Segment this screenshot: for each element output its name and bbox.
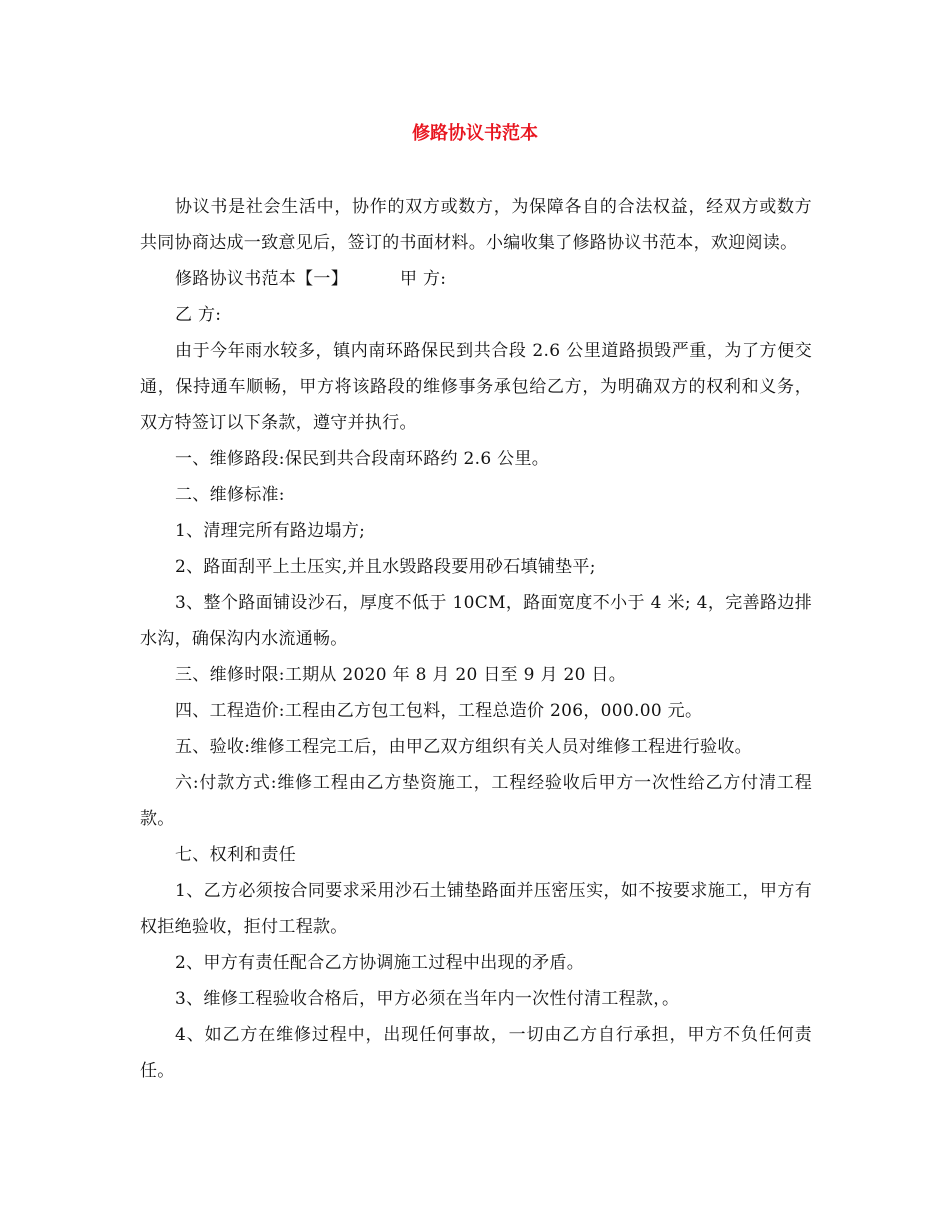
clause-2: 二、维修标准:	[175, 485, 285, 505]
clause-2-item-3: 3、整个路面铺设沙石，厚度不低于 10CM，路面宽度不小于 4 米; 4，完善路边排水沟，确保沟内水流通畅。	[140, 593, 812, 649]
document-title: 修路协议书范本	[412, 123, 538, 144]
clause-4: 四、工程造价:工程由乙方包工包料，工程总造价 206，000.00 元。	[175, 701, 703, 721]
clause-7-item-3: 3、维修工程验收合格后，甲方必须在当年内一次性付清工程款，。	[175, 989, 680, 1009]
clause-5: 五、验收:维修工程完工后，由甲乙双方组织有关人员对维修工程进行验收。	[175, 737, 752, 757]
clause-6: 六:付款方式:维修工程由乙方垫资施工，工程经验收后甲方一次性给乙方付清工程款。	[140, 773, 812, 829]
party-b-label: 乙 方:	[175, 305, 222, 325]
clause-2-item-2: 2、路面刮平上土压实,并且水毁路段要用砂石填铺垫平;	[175, 557, 596, 577]
clause-7-item-2: 2、甲方有责任配合乙方协调施工过程中出现的矛盾。	[175, 953, 585, 973]
clause-3: 三、维修时限:工期从 2020 年 8 月 20 日至 9 月 20 日。	[175, 665, 627, 685]
intro-paragraph: 协议书是社会生活中，协作的双方或数方，为保障各自的合法权益，经双方或数方共同协商达成一致意见后，签订的书面材料。小编收集了修路协议书范本，欢迎阅读。	[140, 197, 812, 253]
clause-1: 一、维修路段:保民到共合段南环路约 2.6 公里。	[175, 449, 550, 469]
document-body	[140, 189, 812, 1089]
section-heading: 修路协议书范本【一】	[175, 269, 348, 289]
clause-2-item-1: 1、清理完所有路边塌方;	[175, 521, 366, 541]
party-a-label: 甲 方:	[400, 269, 447, 289]
clause-7-item-4: 4、如乙方在维修过程中，出现任何事故，一切由乙方自行承担，甲方不负任何责任。	[140, 1025, 812, 1081]
clause-7: 七、权利和责任	[175, 845, 297, 865]
preamble-paragraph: 由于今年雨水较多，镇内南环路保民到共合段 2.6 公里道路损毁严重，为了方便交通，保持通车顺畅，甲方将该路段的维修事务承包给乙方，为明确双方的权利和义务，双方特签订以下条款，遵守并执行。	[140, 341, 812, 433]
clause-7-item-1: 1、乙方必须按合同要求采用沙石土铺垫路面并压密压实，如不按要求施工，甲方有权拒绝验收，拒付工程款。	[140, 881, 812, 937]
section-heading-line	[140, 261, 812, 297]
